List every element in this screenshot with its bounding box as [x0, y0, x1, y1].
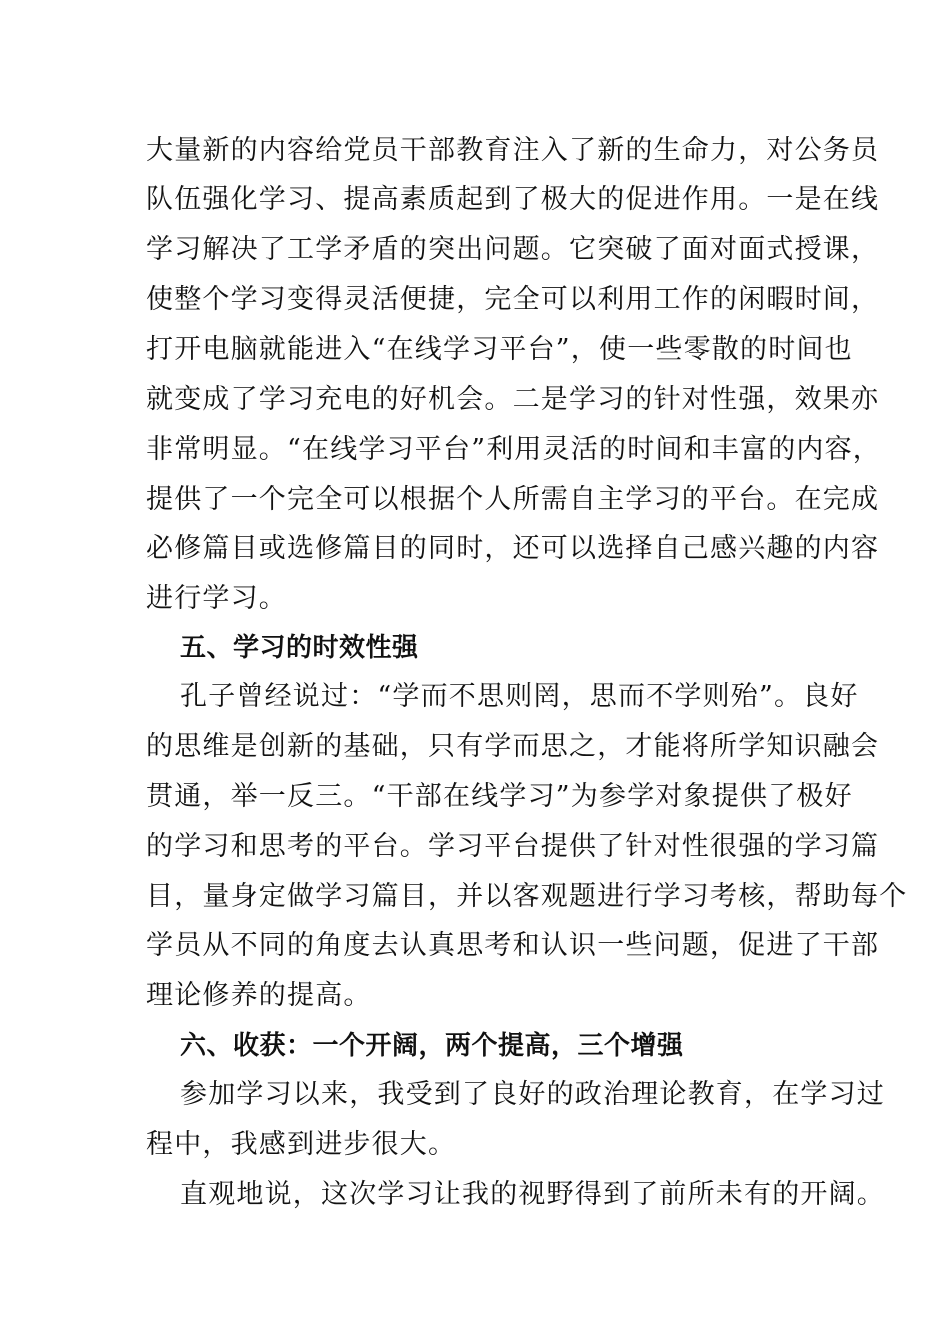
section-heading: 五、学习的时效性强	[180, 633, 419, 663]
body-text-line: 大量新的内容给党员干部教育注入了新的生命力，对公务员	[146, 135, 880, 166]
body-text-line: 程中，我感到进步很大。	[146, 1129, 457, 1160]
body-text-line: 使整个学习变得灵活便捷，完全可以利用工作的闲暇时间，	[146, 284, 880, 315]
body-text-line: 贯通，举一反三。“干部在线学习”为参学对象提供了极好	[146, 781, 853, 812]
body-text-line: 非常明显。“在线学习平台”利用灵活的时间和丰富的内容，	[146, 434, 882, 465]
paragraph-first-line: 参加学习以来，我受到了良好的政治理论教育，在学习过	[180, 1079, 885, 1110]
body-text-line: 打开电脑就能进入“在线学习平台”，使一些零散的时间也	[146, 334, 853, 365]
body-text-line: 理论修养的提高。	[146, 980, 372, 1011]
body-text-line: 目，量身定做学习篇目，并以客观题进行学习考核，帮助每个	[146, 881, 908, 912]
body-text-line: 学员从不同的角度去认真思考和认识一些问题，促进了干部	[146, 930, 880, 961]
body-text-line: 进行学习。	[146, 583, 287, 614]
body-text-line: 必修篇目或选修篇目的同时，还可以选择自己感兴趣的内容	[146, 533, 880, 564]
section-heading: 六、收获：一个开阔，两个提高，三个增强	[180, 1031, 684, 1061]
paragraph-first-line: 直观地说，这次学习让我的视野得到了前所未有的开阔。	[180, 1179, 885, 1210]
body-text-line: 队伍强化学习、提高素质起到了极大的促进作用。一是在线	[146, 184, 880, 215]
body-text-line: 学习解决了工学矛盾的突出问题。它突破了面对面式授课，	[146, 234, 880, 265]
paragraph-first-line: 孔子曾经说过：“学而不思则罔，思而不学则殆”。良好	[180, 681, 859, 712]
body-text-line: 的思维是创新的基础，只有学而思之，才能将所学知识融会	[146, 731, 880, 762]
body-text-line: 提供了一个完全可以根据个人所需自主学习的平台。在完成	[146, 484, 880, 515]
body-text-line: 就变成了学习充电的好机会。二是学习的针对性强，效果亦	[146, 384, 880, 415]
body-text-line: 的学习和思考的平台。学习平台提供了针对性很强的学习篇	[146, 831, 880, 862]
